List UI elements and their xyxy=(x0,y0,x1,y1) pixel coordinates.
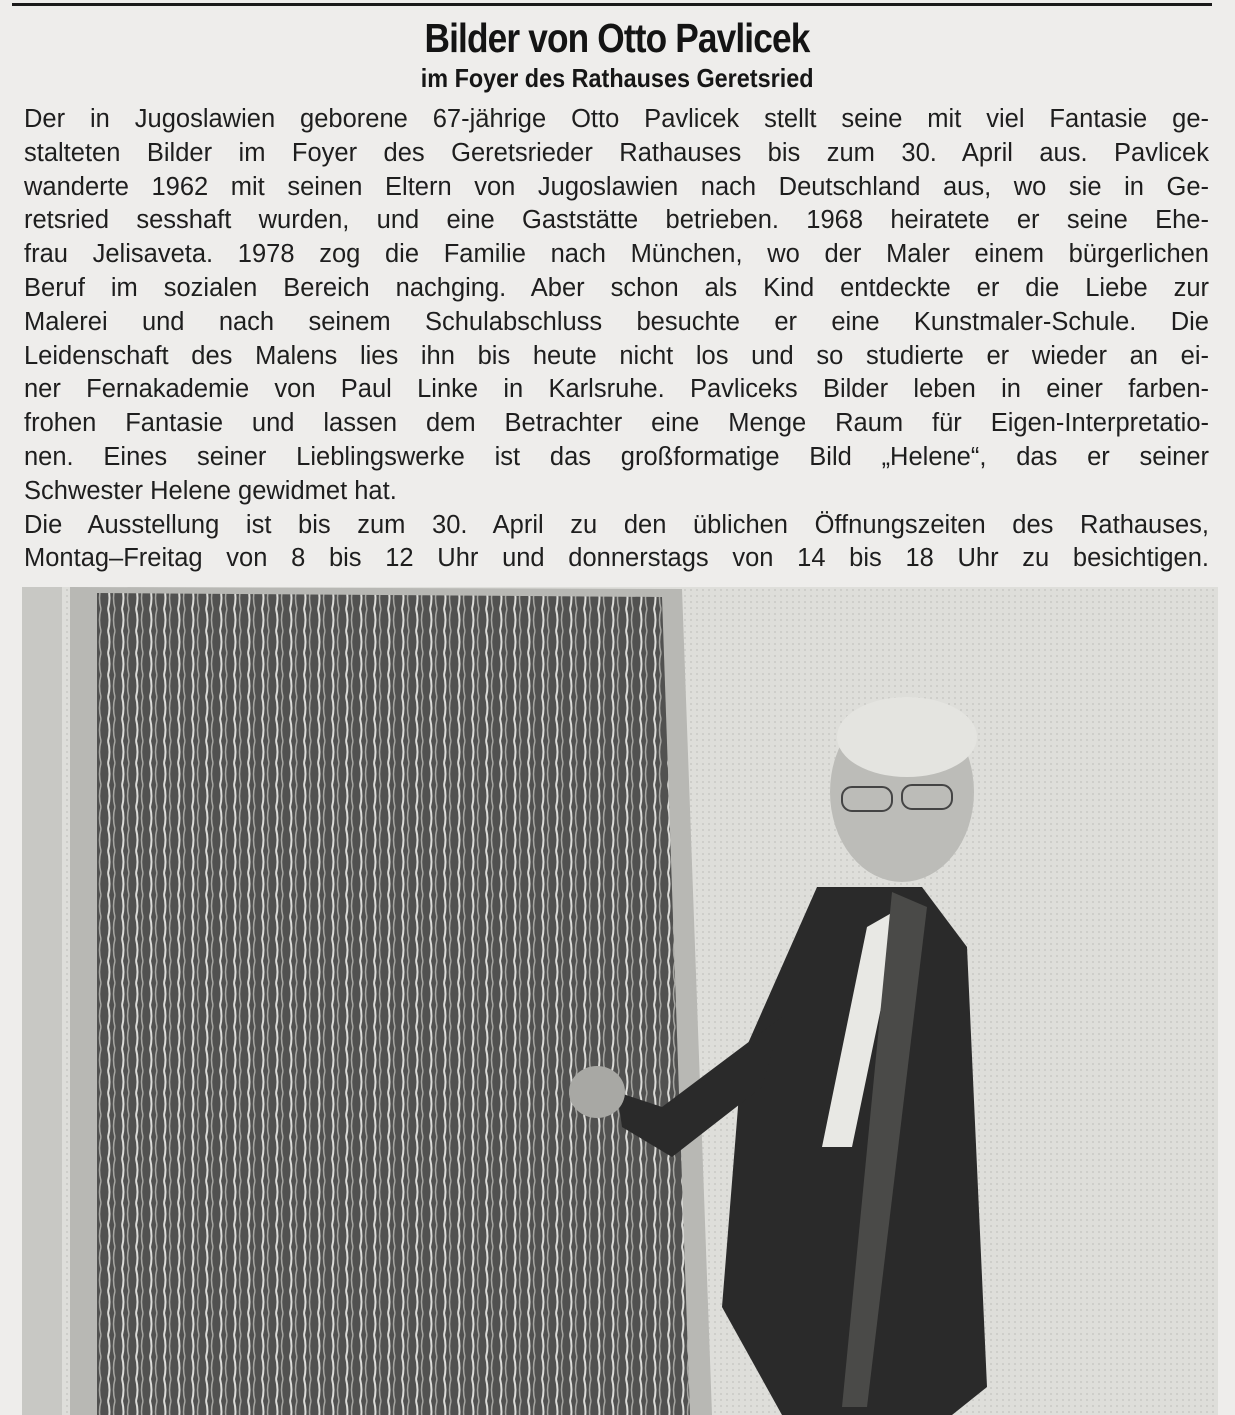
body-line: Beruf im sozialen Bereich nachging. Aber schon als Kind entdeckte er die Liebe zur xyxy=(24,273,1209,302)
article-body xyxy=(24,103,1209,576)
body-line: nen. Eines seiner Lieblingswerke ist das großformatige Bild „Helene“, das er seiner xyxy=(24,442,1209,471)
article-subheadline: im Foyer des Rathauses Geretsried xyxy=(420,63,814,93)
body-line: Leidenschaft des Malens lies ihn bis heute nicht los und so studierte er wieder an ei- xyxy=(24,341,1209,370)
body-line: frau Jelisaveta. 1978 zog die Familie nach München, wo der Maler einem bürgerlichen xyxy=(24,240,1209,269)
left-wall xyxy=(22,587,62,1415)
body-line: Die Ausstellung ist bis zum 30. April zu den üblichen Öffnungszeiten des Rathauses, xyxy=(24,510,1209,539)
photo-illustration xyxy=(22,587,1218,1415)
article-headline: Bilder von Otto Pavlicek xyxy=(424,15,810,61)
article-photo xyxy=(22,587,1218,1415)
body-line: retsried sesshaft wurden, und eine Gaststätte betrieben. 1968 heiratete er seine Ehe- xyxy=(24,206,1209,235)
body-line: Montag–Freitag von 8 bis 12 Uhr und donnerstags von 14 bis 18 Uhr zu besichtigen. xyxy=(24,544,1209,573)
body-line: stalteten Bilder im Foyer des Geretsrieder Rathauses bis zum 30. April aus. Pavlicek xyxy=(24,138,1209,167)
top-rule xyxy=(12,3,1212,6)
body-line: frohen Fantasie und lassen dem Betrachter eine Menge Raum für Eigen-Interpretatio- xyxy=(24,409,1209,438)
body-line: Der in Jugoslawien geborene 67-jährige Otto Pavlicek stellt seine mit viel Fantasie ge- xyxy=(24,105,1209,133)
body-line: wanderte 1962 mit seinen Eltern von Jugoslawien nach Deutschland aus, wo sie in Ge- xyxy=(24,172,1209,201)
body-line: Schwester Helene gewidmet hat. xyxy=(24,476,397,505)
body-line: ner Fernakademie von Paul Linke in Karlsruhe. Pavliceks Bilder leben in einer farben- xyxy=(24,375,1209,404)
body-line: Malerei und nach seinem Schulabschluss besuchte er eine Kunstmaler-Schule. Die xyxy=(24,307,1209,336)
